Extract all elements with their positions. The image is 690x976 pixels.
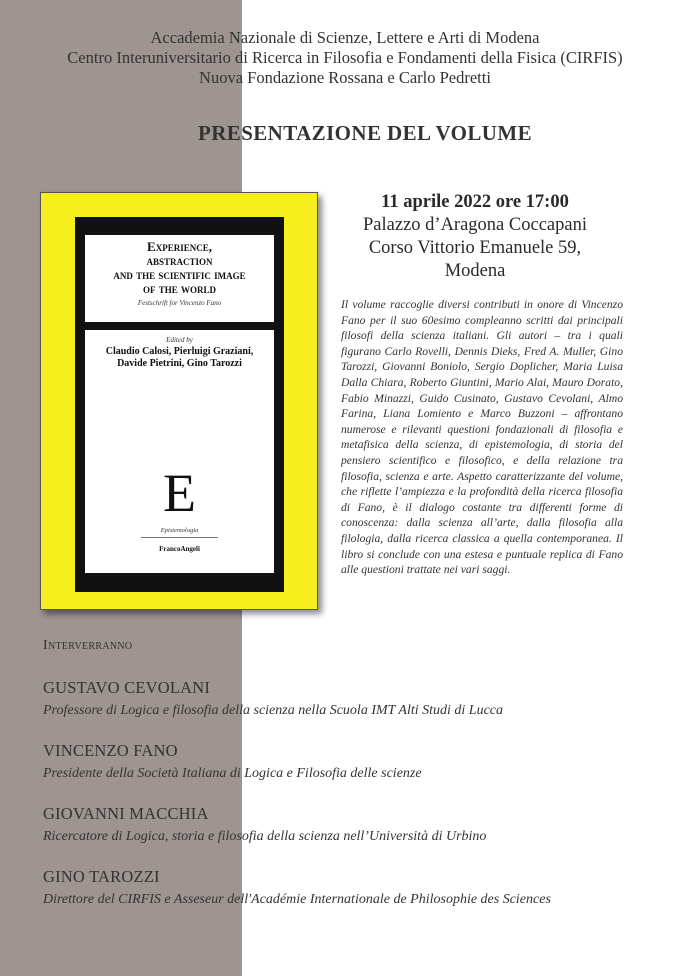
speaker-entry bbox=[43, 867, 683, 909]
speaker-role: Professore di Logica e filosofia della scienza nella Scuola IMT Alti Studi di Lucca bbox=[43, 703, 504, 718]
book-title-line: and the scientific image bbox=[113, 267, 246, 282]
speaker-role: Presidente della Società Italiana di Logica e Filosofia delle scienze bbox=[43, 766, 422, 781]
speaker-name: GIOVANNI MACCHIA bbox=[43, 804, 209, 823]
book-cover-frame bbox=[75, 217, 284, 592]
divider bbox=[141, 537, 218, 538]
book-title-line: of the world bbox=[142, 281, 216, 296]
series-name: Epistemologia bbox=[160, 527, 199, 534]
book-cover bbox=[40, 192, 318, 610]
speaker-entry bbox=[43, 678, 683, 720]
page-title: PRESENTAZIONE DEL VOLUME bbox=[198, 121, 532, 145]
speaker-name: GINO TAROZZI bbox=[43, 867, 160, 886]
speaker-entry bbox=[43, 741, 683, 783]
speakers-heading: Interverranno bbox=[43, 638, 133, 653]
speaker-role: Direttore del CIRFIS e Asseseur dell'Académie Internationale de Philosophie des Sciences bbox=[43, 892, 551, 907]
book-subtitle: Festschrift for Vincenzo Fano bbox=[137, 299, 222, 307]
speaker-name: GUSTAVO CEVOLANI bbox=[43, 678, 211, 697]
event-city: Modena bbox=[444, 261, 506, 281]
book-description: Il volume raccoglie diversi contributi in onore di Vincenzo Fano per il suo 60esimo compleanno scritti dai principali filosofi della scienza italiani. Gli autori – tra i quali figurano Carlo Rovelli, Dennis Dieks, Fred A. Muller, Gino Tarozzi, Giovanni Boniolo, Sergio Doplicher, Maria Luisa Dalla Chiara, Roberto Giuntini, Mario Alai, Mauro Dorato, Fabio Minazzi, Guido Cusinato, Gustavo Cevolani, Almo Farina, Liana Lomiento e Marco Buzzoni – affrontano numerose e rilevanti questioni fondazionali di filosofia e metafisica della scienza, di epistemologia, di storia del pensiero scientifico e filosofico, e della relazione tra filosofia, scienza e arte. Aspetto caratterizzante del volume, che riflette l’ampiezza e la profondità della ricerca filosofia di Fano, è il dialogo costante tra differenti forme di conoscenza: dalla scienza all’arte, dalla filosofia alla filologia, dalla ricerca classica a quella contemporanea. Il libro si conclude con una estesa e puntuale replica di Fano alle questioni trattate nei vari saggi. bbox=[341, 298, 623, 577]
book-cover-body bbox=[85, 330, 274, 573]
organizer-line: Centro Interuniversitario di Ricerca in Filosofia e Fondamenti della Fisica (CIRFIS) bbox=[67, 48, 623, 67]
organizer-line: Accademia Nazionale di Scienze, Lettere e Arti di Modena bbox=[150, 28, 540, 47]
book-editors-line: Davide Pietrini, Gino Tarozzi bbox=[117, 358, 242, 369]
series-letter: E bbox=[163, 463, 196, 523]
book-title-line: abstraction bbox=[146, 253, 213, 268]
publisher-name: FrancoAngeli bbox=[159, 545, 200, 553]
book-editors bbox=[85, 346, 274, 370]
event-date: 11 aprile 2022 ore 17:00 bbox=[381, 192, 569, 212]
book-title-box bbox=[85, 235, 274, 322]
book-title bbox=[85, 240, 274, 296]
speaker-name: VINCENZO FANO bbox=[43, 741, 178, 760]
event-info bbox=[330, 191, 620, 283]
event-venue: Palazzo d’Aragona Coccapani bbox=[363, 215, 587, 235]
speaker-role: Ricercatore di Logica, storia e filosofia della scienza nell’Università di Urbino bbox=[43, 829, 487, 844]
book-editors-line: Claudio Calosi, Pierluigi Graziani, bbox=[105, 346, 254, 357]
event-address: Corso Vittorio Emanuele 59, bbox=[368, 238, 582, 258]
organizers-header bbox=[0, 28, 690, 88]
speaker-entry bbox=[43, 804, 683, 846]
edited-by-label: Edited by bbox=[166, 336, 193, 344]
organizer-line: Nuova Fondazione Rossana e Carlo Pedretti bbox=[199, 68, 491, 87]
book-title-line: Experience, bbox=[147, 239, 212, 254]
